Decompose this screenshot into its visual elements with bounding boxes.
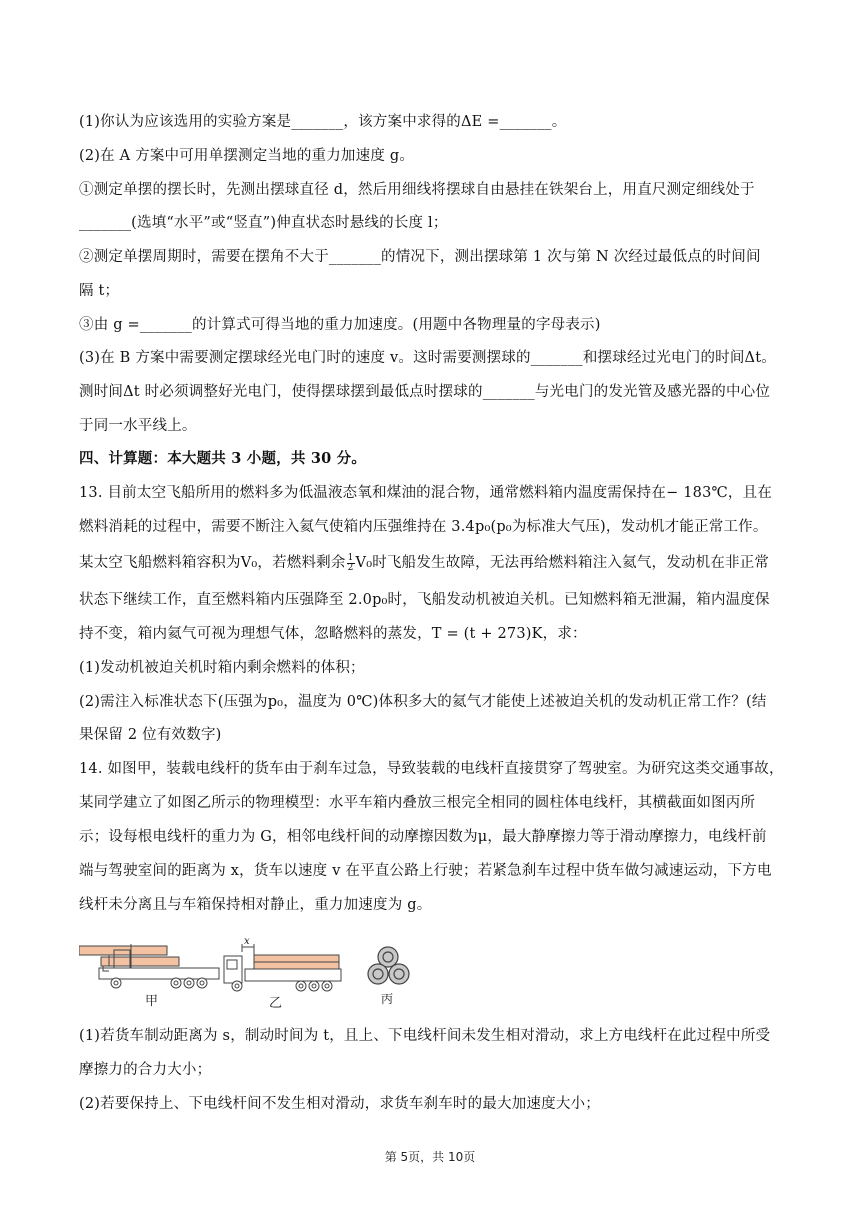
question-13-line: 燃料消耗的过程中，需要不断注入氦气使箱内压强维持在 3.4p₀(p₀为标准大气压)，发动机才能正常工作。: [79, 519, 768, 535]
question-13-text: 某太空飞船燃料箱容积为V₀，若燃料剩余: [79, 555, 346, 571]
label-yi: 乙: [269, 996, 283, 1011]
question-13-line: 持不变，箱内氦气可视为理想气体，忽略燃料的蒸发，T = (t + 273)K，求：: [79, 626, 587, 642]
text-line: 测时间Δt 时必须调整好光电门，使得摆球摆到最低点时摆球的_______与光电门的发光管及感光器的中心位: [79, 384, 771, 400]
text-line: (1)你认为应该选用的实验方案是_______，该方案中求得的ΔE =_______。: [79, 114, 567, 130]
figure-yi: [224, 936, 341, 1011]
text-line: ②测定单摆周期时，需要在摆角不大于_______的情况下，测出摆球第 1 次与第 N 次经过最低点的时间间: [79, 249, 761, 265]
text-line: 隔 t；: [79, 283, 120, 299]
fraction-denominator: 2: [347, 562, 354, 573]
text-line: (2)在 A 方案中可用单摆测定当地的重力加速度 g。: [79, 148, 415, 164]
question-14-subquestion: (2)若要保持上、下电线杆间不发生相对滑动，求货车刹车时的最大加速度大小；: [79, 1096, 600, 1112]
question-14-line: 端与驾驶室间的距离为 x，货车以速度 v 在平直公路上行驶；若紧急刹车过程中货车做匀减速运动，下方电: [79, 863, 772, 879]
question-13-text: V₀时飞船发生故障，无法再给燃料箱注入氦气，发动机在非正常: [355, 555, 770, 571]
question-13-line: (2)需注入标准状态下(压强为p₀，温度为 0℃)体积多大的氦气才能使上述被迫关机的发动机正常工作？(结: [79, 694, 767, 710]
section-title: 四、计算题：本大题共 3 小题，共 30 分。: [79, 450, 367, 467]
question-14-line: 某同学建立了如图乙所示的物理模型：水平车箱内叠放三根完全相同的圆柱体电线杆，其横截面如图丙所: [79, 795, 756, 811]
figure-jia: [79, 944, 219, 1009]
question-13-line: 13. 目前太空飞船所用的燃料多为低温液态氧和煤油的混合物，通常燃料箱内温度需保持在− 183℃，且在: [79, 485, 773, 501]
question-14-subquestion: (1)若货车制动距离为 s，制动时间为 t，且上、下电线杆间未发生相对滑动，求上方电线杆在此过程中所受: [79, 1028, 771, 1044]
text-line: 于同一水平线上。: [79, 418, 197, 434]
figure-bing: [368, 947, 409, 1006]
question-14-line: 示；设每根电线杆的重力为 G，相邻电线杆间的动摩擦因数为μ，最大静摩擦力等于滑动摩擦力，电线杆前: [79, 829, 767, 845]
text-line: _______(选填“水平”或“竖直”)伸直状态时悬线的长度 l；: [79, 215, 448, 231]
question-13-line: 状态下继续工作，直至燃料箱内压强降至 2.0p₀时，飞船发动机被迫关机。已知燃料箱无泄漏，箱内温度保: [79, 592, 770, 608]
text-line: ③由 g =_______的计算式可得当地的重力加速度。(用题中各物理量的字母表示): [79, 317, 601, 333]
fraction-one-half: [347, 554, 355, 573]
label-x: x: [244, 936, 250, 947]
fraction-numerator: 1: [347, 552, 354, 563]
truck-figure: [79, 935, 439, 1013]
question-14-line: 14. 如图甲，装载电线杆的货车由于刹车过急，导致装载的电线杆直接贯穿了驾驶室。为研究这类交通事故，: [79, 761, 784, 777]
text-line: ①测定单摆的摆长时，先测出摆球直径 d，然后用细线将摆球自由悬挂在铁架台上，用直尺测定细线处于: [79, 182, 755, 198]
question-13-line: 果保留 2 位有效数字): [79, 727, 222, 743]
question-13-line: (1)发动机被迫关机时箱内剩余燃料的体积；: [79, 660, 365, 676]
question-14-subquestion: 摩擦力的合力大小；: [79, 1062, 212, 1078]
label-jia: 甲: [145, 994, 159, 1009]
question-13-line: [79, 553, 800, 573]
label-bing: 丙: [381, 992, 394, 1006]
text-line: (3)在 B 方案中需要测定摆球经光电门时的速度 v。这时需要测摆球的_______和摆球经过光电门的时间Δt。: [79, 350, 776, 366]
page-footer: 第 5页，共 10页: [384, 1150, 476, 1164]
question-14-line: 线杆未分离且与车箱保持相对静止，重力加速度为 g。: [79, 897, 432, 913]
